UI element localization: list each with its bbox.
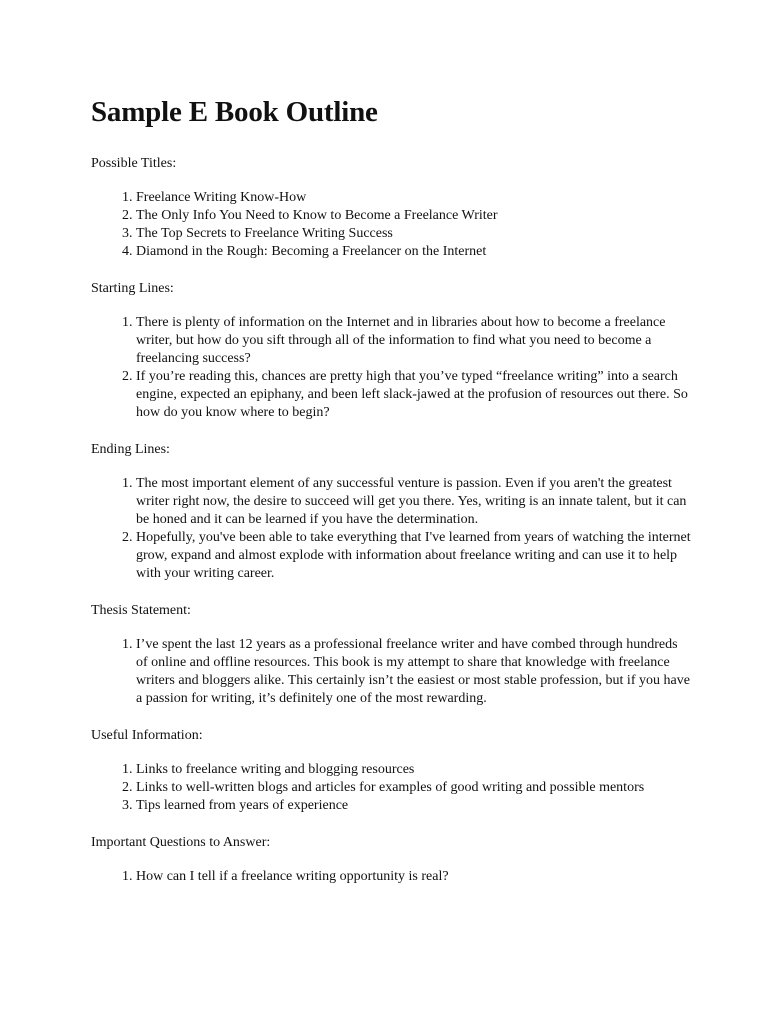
- section-heading: Thesis Statement:: [91, 603, 191, 618]
- list-item: 2. If you’re reading this, chances are pretty high that you’ve typed “freelance writing” into a search engine, expected an epiphany, and been left slack-jawed at the profusion of resources out there. So how do you know where to begin?: [136, 368, 691, 422]
- numbered-list: [91, 314, 691, 422]
- list-item: 1. The most important element of any successful venture is passion. Even if you aren't the greatest writer right now, the desire to succeed will get you there. Yes, writing is an innate talent, but it can be honed and it can be learned if you have the determination.: [136, 475, 691, 529]
- list-item: 2. The Only Info You Need to Know to Become a Freelance Writer: [136, 207, 691, 225]
- numbered-list: [91, 761, 691, 815]
- list-item: 4. Diamond in the Rough: Becoming a Freelancer on the Internet: [136, 243, 691, 261]
- list-item: 2. Hopefully, you've been able to take everything that I've learned from years of watching the internet grow, expand and almost explode with information about freelance writing and can use it to help with your writing career.: [136, 529, 691, 583]
- list-item: 1. How can I tell if a freelance writing opportunity is real?: [136, 868, 691, 886]
- section-ending-lines: [91, 441, 691, 583]
- section-heading: Important Questions to Answer:: [91, 835, 271, 850]
- section-thesis-statement: [91, 602, 691, 708]
- list-item: 1. Links to freelance writing and blogging resources: [136, 761, 691, 779]
- section-useful-information: [91, 727, 691, 815]
- section-important-questions: [91, 834, 691, 886]
- list-item: 3. The Top Secrets to Freelance Writing Success: [136, 225, 691, 243]
- numbered-list: [91, 475, 691, 583]
- numbered-list: [91, 189, 691, 261]
- list-item: 1. I’ve spent the last 12 years as a professional freelance writer and have combed through hundreds of online and offline resources. This book is my attempt to share that knowledge with freelance writers and bloggers alike. This certainly isn’t the easiest or most stable profession, but if you have a passion for writing, it’s definitely one of the most rewarding.: [136, 636, 691, 708]
- list-item: 1. There is plenty of information on the Internet and in libraries about how to become a freelance writer, but how do you sift through all of the information to find what you need to become a freelancing success?: [136, 314, 691, 368]
- list-item: 3. Tips learned from years of experience: [136, 797, 691, 815]
- section-possible-titles: [91, 155, 691, 261]
- section-heading: Possible Titles:: [91, 156, 177, 171]
- numbered-list: [91, 636, 691, 708]
- numbered-list: [91, 868, 691, 886]
- list-item: 2. Links to well-written blogs and articles for examples of good writing and possible mentors: [136, 779, 691, 797]
- section-heading: Ending Lines:: [91, 442, 170, 457]
- section-heading: Starting Lines:: [91, 281, 174, 296]
- section-starting-lines: [91, 280, 691, 422]
- document-page: [91, 92, 691, 905]
- list-item: 1. Freelance Writing Know-How: [136, 189, 691, 207]
- document-title: Sample E Book Outline: [91, 96, 378, 128]
- section-heading: Useful Information:: [91, 728, 203, 743]
